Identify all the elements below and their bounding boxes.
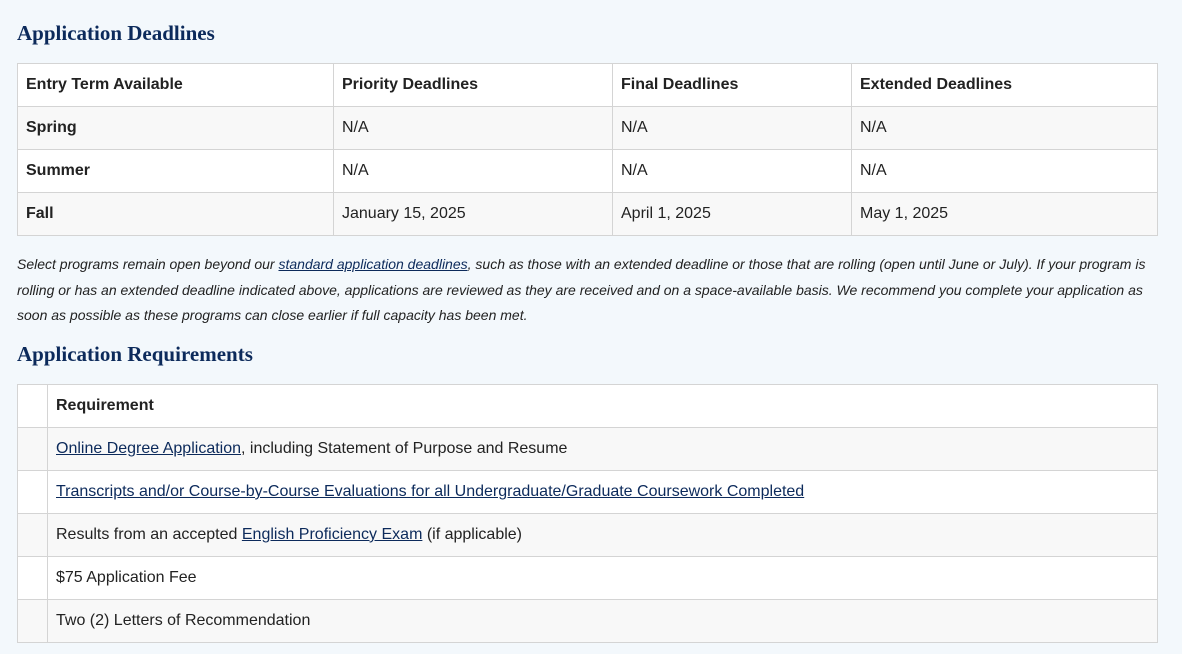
table-row xyxy=(18,514,1158,557)
requirement-text: Results from an accepted xyxy=(56,526,242,543)
deadlines-table xyxy=(17,63,1158,236)
requirement-cell: $75 Application Fee xyxy=(48,557,1158,600)
requirements-title: Application Requirements xyxy=(17,342,253,366)
table-row xyxy=(18,150,1158,193)
transcripts-link[interactable]: Transcripts and/or Course-by-Course Evaluations for all Undergraduate/Graduate Coursework Completed xyxy=(56,483,805,500)
extended-cell: May 1, 2025 xyxy=(852,193,1158,236)
requirement-cell xyxy=(48,428,1158,471)
requirement-cell: Two (2) Letters of Recommendation xyxy=(48,600,1158,643)
table-row xyxy=(18,557,1158,600)
extended-cell: N/A xyxy=(852,150,1158,193)
table-row xyxy=(18,107,1158,150)
deadlines-title: Application Deadlines xyxy=(17,21,215,45)
final-cell: April 1, 2025 xyxy=(613,193,852,236)
requirement-cell xyxy=(48,471,1158,514)
requirement-cell xyxy=(48,514,1158,557)
standard-deadlines-link[interactable]: standard application deadlines xyxy=(278,256,468,272)
final-cell: N/A xyxy=(613,150,852,193)
column-header-final: Final Deadlines xyxy=(613,64,852,107)
requirement-text: (if applicable) xyxy=(422,526,522,543)
table-header-row xyxy=(18,385,1158,428)
term-cell: Spring xyxy=(18,107,334,150)
requirement-text: , including Statement of Purpose and Resume xyxy=(241,440,568,457)
table-row xyxy=(18,600,1158,643)
note-text-before: Select programs remain open beyond our xyxy=(17,256,279,272)
row-number-cell xyxy=(18,600,48,643)
priority-cell: January 15, 2025 xyxy=(334,193,613,236)
term-cell: Summer xyxy=(18,150,334,193)
table-row xyxy=(18,428,1158,471)
term-cell: Fall xyxy=(18,193,334,236)
extended-cell: N/A xyxy=(852,107,1158,150)
online-degree-application-link[interactable]: Online Degree Application xyxy=(56,440,242,457)
row-number-cell xyxy=(18,557,48,600)
column-header-requirement: Requirement xyxy=(48,385,1158,428)
priority-cell: N/A xyxy=(334,150,613,193)
requirements-table xyxy=(17,384,1158,643)
table-row xyxy=(18,471,1158,514)
row-number-cell xyxy=(18,514,48,557)
column-header-extended: Extended Deadlines xyxy=(852,64,1158,107)
table-row xyxy=(18,193,1158,236)
deadline-note xyxy=(17,252,1167,329)
row-number-header xyxy=(18,385,48,428)
table-header-row xyxy=(18,64,1158,107)
row-number-cell xyxy=(18,428,48,471)
row-number-cell xyxy=(18,471,48,514)
column-header-priority: Priority Deadlines xyxy=(334,64,613,107)
english-proficiency-exam-link[interactable]: English Proficiency Exam xyxy=(241,526,423,543)
note-text-after: , such as those with an extended deadline or those that are rolling (open until June or July). If your program is rolling or has an extended deadline indicated above, applications are reviewed as they are received and on a space-available basis. We recommend you complete your application as soon as possible as these programs can close earlier if full capacity has been met. xyxy=(17,256,1146,323)
priority-cell: N/A xyxy=(334,107,613,150)
column-header-entry-term: Entry Term Available xyxy=(18,64,334,107)
final-cell: N/A xyxy=(613,107,852,150)
